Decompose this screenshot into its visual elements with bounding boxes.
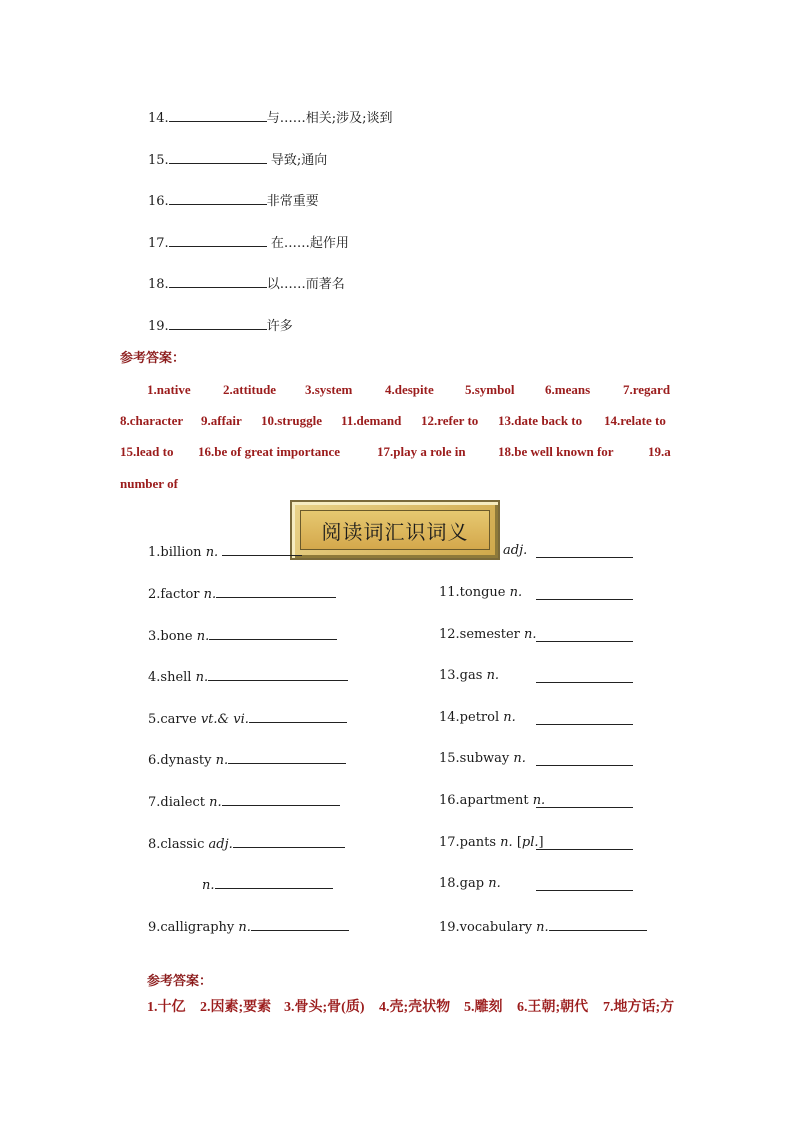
item-number: 19. <box>148 319 169 334</box>
vocab-left-8b <box>202 876 333 894</box>
answer-blank[interactable] <box>215 876 333 889</box>
vocab-pos: adj. <box>208 837 233 852</box>
vocab-right-14 <box>439 710 516 726</box>
answers-line-4: number of <box>120 476 178 491</box>
answer-item: 8.character <box>120 413 184 428</box>
vocab-left-2 <box>148 585 336 603</box>
vocab-pos: n. <box>203 587 217 602</box>
vocab-pos: n. <box>513 751 526 766</box>
answer-item: 12.refer to <box>421 413 479 428</box>
answer-blank[interactable] <box>536 712 633 725</box>
vocab-right-15 <box>439 751 526 767</box>
vocab-right-18 <box>439 876 501 892</box>
item-meaning: 许多 <box>266 319 293 334</box>
answer-item: 7.地方话;方 <box>603 1000 675 1015</box>
vocab-right-11 <box>439 585 522 601</box>
answer-blank[interactable] <box>169 109 267 122</box>
answer-item: 5.雕刻 <box>464 1000 503 1015</box>
vocab-word: 16.apartment <box>439 793 533 808</box>
vocab-pos: n. <box>486 668 500 683</box>
answer-item: 13.date back to <box>498 413 583 428</box>
vocab-left-6 <box>148 751 346 769</box>
answer-item: 3.system <box>305 382 353 397</box>
vocab-pos: n. <box>209 795 222 810</box>
answer-blank[interactable] <box>536 670 633 683</box>
vocab-pos: n. <box>524 627 537 642</box>
vocab-left-5 <box>148 710 347 728</box>
top-item-19 <box>148 317 293 335</box>
answer-blank[interactable] <box>169 317 267 330</box>
vocab-word: 1.billion <box>148 545 206 560</box>
vocab-word: 13.gas <box>439 668 487 683</box>
vocab-right-12 <box>439 627 537 643</box>
answer-blank[interactable] <box>216 585 336 598</box>
answer-item: 3.骨头;骨(质) <box>284 1000 365 1015</box>
answer-item: 19.a <box>648 444 671 459</box>
vocab-left-4 <box>148 668 348 686</box>
section-banner <box>290 500 500 560</box>
item-meaning: 与……相关;涉及;谈到 <box>266 111 393 126</box>
vocab-left-1 <box>148 543 302 561</box>
vocab-word: 14.petrol <box>439 710 504 725</box>
vocab-word: 4.shell <box>148 670 196 685</box>
answer-item: 14.relate to <box>604 413 666 428</box>
vocab-extra: [pl.] <box>516 835 544 850</box>
answer-blank[interactable] <box>208 668 348 681</box>
vocab-extra-pl: pl. <box>521 835 539 850</box>
answer-item: 16.be of great importance <box>198 444 341 459</box>
vocab-left-7 <box>148 793 340 811</box>
answer-blank[interactable] <box>228 751 346 764</box>
answers-title-2: 参考答案： <box>147 974 213 989</box>
item-number: 15. <box>148 153 169 168</box>
top-item-14 <box>148 109 392 127</box>
item-meaning: 在……起作用 <box>266 236 349 251</box>
answer-item: 1.native <box>147 382 191 397</box>
answers-title: 参考答案： <box>120 351 186 366</box>
vocab-word: 18.gap <box>439 876 489 891</box>
answer-item: 4.despite <box>385 382 434 397</box>
answer-blank[interactable] <box>536 795 633 808</box>
answer-blank[interactable] <box>222 793 340 806</box>
answer-blank[interactable] <box>169 151 267 164</box>
answer-item: 5.symbol <box>465 382 515 397</box>
answer-blank[interactable] <box>222 543 302 556</box>
vocab-word: 11.tongue <box>439 585 510 600</box>
answer-item: 2.attitude <box>223 382 277 397</box>
answer-blank[interactable] <box>536 753 633 766</box>
vocab-pos: n. <box>488 876 501 891</box>
vocab-right-16 <box>439 793 545 809</box>
top-item-18 <box>148 275 345 293</box>
answer-item: 7.regard <box>623 382 671 397</box>
answer-item: 6.王朝;朝代 <box>517 1000 589 1015</box>
vocab-pos: vt.& vi. <box>200 712 249 727</box>
answer-item: 15.lead to <box>120 444 174 459</box>
vocab-pos: n. <box>536 920 549 935</box>
answer-blank[interactable] <box>536 545 633 558</box>
answer-item: 4.壳;壳状物 <box>379 1000 451 1015</box>
vocab-pos: n. <box>196 629 210 644</box>
vocab-word: 8.classic <box>148 837 209 852</box>
top-item-16 <box>148 192 319 210</box>
answer-blank[interactable] <box>169 192 267 205</box>
vocab-right-10 <box>503 543 527 559</box>
vocab-pos: n. <box>215 753 229 768</box>
answer-item: 18.be well known for <box>498 444 614 459</box>
vocab-word: 5.carve <box>148 712 201 727</box>
answer-item: 9.affair <box>201 413 242 428</box>
answer-blank[interactable] <box>169 234 267 247</box>
answer-item: 17.play a role in <box>377 444 466 459</box>
answer-item: 1.十亿 <box>147 1000 186 1015</box>
vocab-pos: n. <box>202 878 215 893</box>
vocab-word: 17.pants <box>439 835 501 850</box>
top-item-15 <box>148 151 327 169</box>
banner-title: 阅读词汇识词义 <box>300 510 490 550</box>
answer-blank[interactable] <box>549 918 647 931</box>
vocab-left-8 <box>148 835 345 853</box>
vocab-left-9 <box>148 918 349 936</box>
vocab-pos: n. <box>532 793 546 808</box>
vocab-word: 9.calligraphy <box>148 920 239 935</box>
answer-blank[interactable] <box>536 837 633 850</box>
answer-blank[interactable] <box>536 629 633 642</box>
answer-blank[interactable] <box>536 587 633 600</box>
answer-blank[interactable] <box>169 275 267 288</box>
answer-blank[interactable] <box>233 835 345 848</box>
vocab-right-19 <box>439 918 647 936</box>
answer-item: 11.demand <box>341 413 402 428</box>
vocab-pos: n. <box>205 545 219 560</box>
vocab-left-3 <box>148 627 337 645</box>
vocab-word: 7.dialect <box>148 795 210 810</box>
answer-blank[interactable] <box>536 878 633 891</box>
item-meaning: 非常重要 <box>266 194 319 209</box>
vocab-word: 6.dynasty <box>148 753 216 768</box>
vocab-right-17 <box>439 835 544 851</box>
vocab-pos: n. <box>500 835 513 850</box>
item-number: 16. <box>148 194 169 209</box>
answer-blank[interactable] <box>209 627 337 640</box>
vocab-word: 12.semester <box>439 627 524 642</box>
vocab-word: 19.vocabulary <box>439 920 537 935</box>
answer-blank[interactable] <box>249 710 347 723</box>
item-number: 14. <box>148 111 169 126</box>
vocab-word: 3.bone <box>148 629 197 644</box>
vocab-word: 2.factor <box>148 587 204 602</box>
vocab-pos: n. <box>509 585 523 600</box>
answer-blank[interactable] <box>251 918 349 931</box>
top-item-17 <box>148 234 349 252</box>
answer-item: 6.means <box>545 382 591 397</box>
vocab-right-13 <box>439 668 499 684</box>
item-meaning: 以……而著名 <box>266 277 345 292</box>
vocab-word: 15.subway <box>439 751 514 766</box>
vocab-pos: n. <box>503 710 516 725</box>
vocab-pos: n. <box>238 920 251 935</box>
item-meaning: 导致;通向 <box>266 153 328 168</box>
answer-item: 10.struggle <box>261 413 323 428</box>
item-number: 18. <box>148 277 169 292</box>
item-number: 17. <box>148 236 169 251</box>
answer-item: 2.因素;要素 <box>200 1000 272 1015</box>
vocab-pos: adj. <box>503 543 528 558</box>
vocab-pos: n. <box>195 670 209 685</box>
